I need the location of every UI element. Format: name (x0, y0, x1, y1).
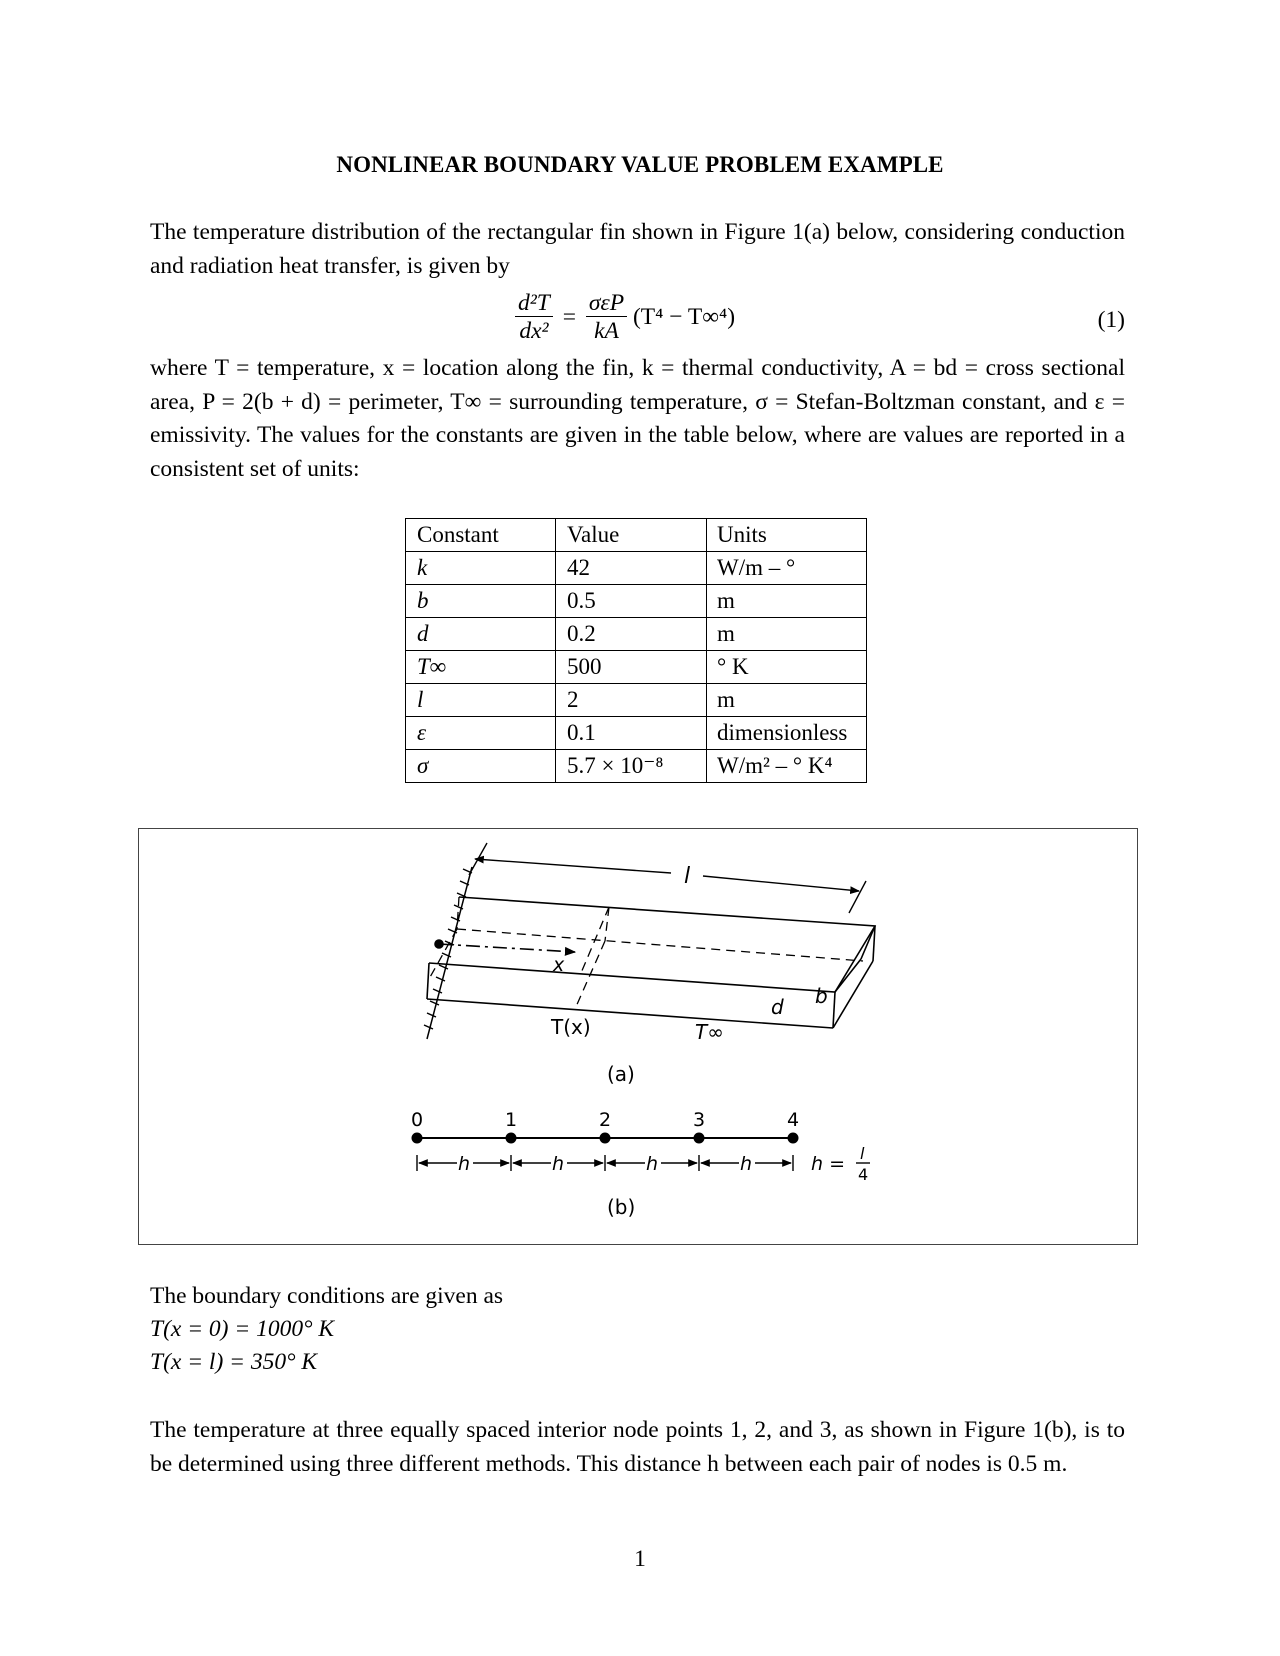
node-label: 2 (599, 1109, 612, 1131)
table-row (406, 717, 867, 750)
page-title: NONLINEAR BOUNDARY VALUE PROBLEM EXAMPLE (336, 152, 944, 177)
table-row (406, 750, 867, 783)
cell-units: m (707, 684, 867, 717)
caption-b: (b) (607, 1195, 636, 1219)
closing-text: The temperature at three equally spaced interior node points 1, 2, and 3, as shown in Figure 1(b), is to be determined using three different methods. This distance h between each pair of nodes is 0.5 m. (150, 1417, 1125, 1477)
h-def-numerator: l (860, 1144, 865, 1163)
header-units: Units (707, 519, 867, 552)
cell-symbol: d (406, 618, 556, 651)
table-row (406, 552, 867, 585)
tx-label: T(x) (551, 1015, 591, 1039)
node-label: 3 (693, 1109, 706, 1131)
header-value: Value (556, 519, 707, 552)
closing-paragraph (150, 1414, 1125, 1481)
equation-1 (150, 290, 1125, 354)
cell-symbol: T∞ (406, 651, 556, 684)
cell-value: 0.5 (556, 585, 707, 618)
cell-symbol: k (406, 552, 556, 585)
cell-units: dimensionless (707, 717, 867, 750)
cell-value: 42 (556, 552, 707, 585)
h-def-denominator: 4 (858, 1165, 869, 1184)
table-row (406, 684, 867, 717)
definitions-paragraph (150, 352, 1125, 486)
node-line (413, 1134, 798, 1143)
intro-paragraph (150, 216, 1125, 283)
node-label: 4 (787, 1109, 800, 1131)
cell-units: m (707, 585, 867, 618)
cell-value: 2 (556, 684, 707, 717)
x-label: x (553, 954, 565, 976)
boundary-conditions (150, 1280, 503, 1379)
h-label: h (646, 1153, 659, 1175)
equation-number: (1) (1097, 307, 1125, 333)
cell-units: m (707, 618, 867, 651)
node-label: 0 (411, 1109, 424, 1131)
cell-value: 0.2 (556, 618, 707, 651)
header-constant: Constant (406, 519, 556, 552)
constants-table (405, 518, 867, 783)
cell-units: W/m² – ° K⁴ (707, 750, 867, 783)
figure-1 (138, 828, 1138, 1245)
intro-text: The temperature distribution of the rectangular fin shown in Figure 1(a) below, considering conduction and radiation heat transfer, is given by (150, 219, 1125, 279)
h-label: h (740, 1153, 753, 1175)
cell-symbol: b (406, 585, 556, 618)
fin-body (427, 897, 875, 1028)
equation-body (515, 290, 735, 345)
lhs-numerator: d²T (518, 290, 550, 316)
b-label: b (815, 984, 828, 1008)
h-label: h (458, 1153, 471, 1175)
bc-right: T(x = l) = 350° K (150, 1349, 318, 1375)
cell-symbol: l (406, 684, 556, 717)
fixed-wall (424, 867, 472, 1039)
x-axis-arrow (435, 940, 575, 952)
h-definition: h = (811, 1153, 846, 1175)
table-header-row (406, 519, 867, 552)
rhs-numerator: σεP (588, 290, 625, 316)
fin-hidden-edges (429, 897, 863, 1009)
equals-sign: = (562, 304, 577, 330)
node-label: 1 (505, 1109, 518, 1131)
cell-symbol: ε (406, 717, 556, 750)
lhs-denominator: dx² (515, 316, 553, 345)
table-row (406, 651, 867, 684)
table-row (406, 585, 867, 618)
bc-intro: The boundary conditions are given as (150, 1283, 504, 1309)
tinf-label: T∞ (695, 1020, 724, 1044)
h-label: h (552, 1153, 565, 1175)
cell-value: 5.7 × 10⁻⁸ (556, 750, 707, 783)
cell-value: 0.1 (556, 717, 707, 750)
bc-left: T(x = 0) = 1000° K (150, 1316, 335, 1342)
table-row (406, 618, 867, 651)
spacing-dimensions (417, 1155, 793, 1171)
cell-symbol: σ (406, 750, 556, 783)
page-number: 1 (634, 1546, 646, 1572)
cell-units: ° K (707, 651, 867, 684)
fin-figure-drawing (139, 829, 1137, 1244)
caption-a: (a) (607, 1062, 635, 1086)
definitions-text: where T = temperature, x = location along the fin, k = thermal conductivity, A = bd = cross sectional area, P = 2(b + d) = perimeter, T∞ = surrounding temperature, σ = Stefan-Boltzman constant, and ε = emissivity. The values for the constants are given in the table below, where are values are reported in a consistent set of units: (150, 355, 1125, 482)
rhs-tail: (T⁴ − T∞⁴) (632, 304, 736, 330)
rhs-denominator: kA (586, 316, 627, 345)
length-label: l (684, 864, 691, 889)
rhs-fraction (586, 290, 627, 345)
cell-units: W/m – ° (707, 552, 867, 585)
lhs-fraction (515, 290, 553, 345)
cell-value: 500 (556, 651, 707, 684)
d-label: d (771, 995, 784, 1019)
